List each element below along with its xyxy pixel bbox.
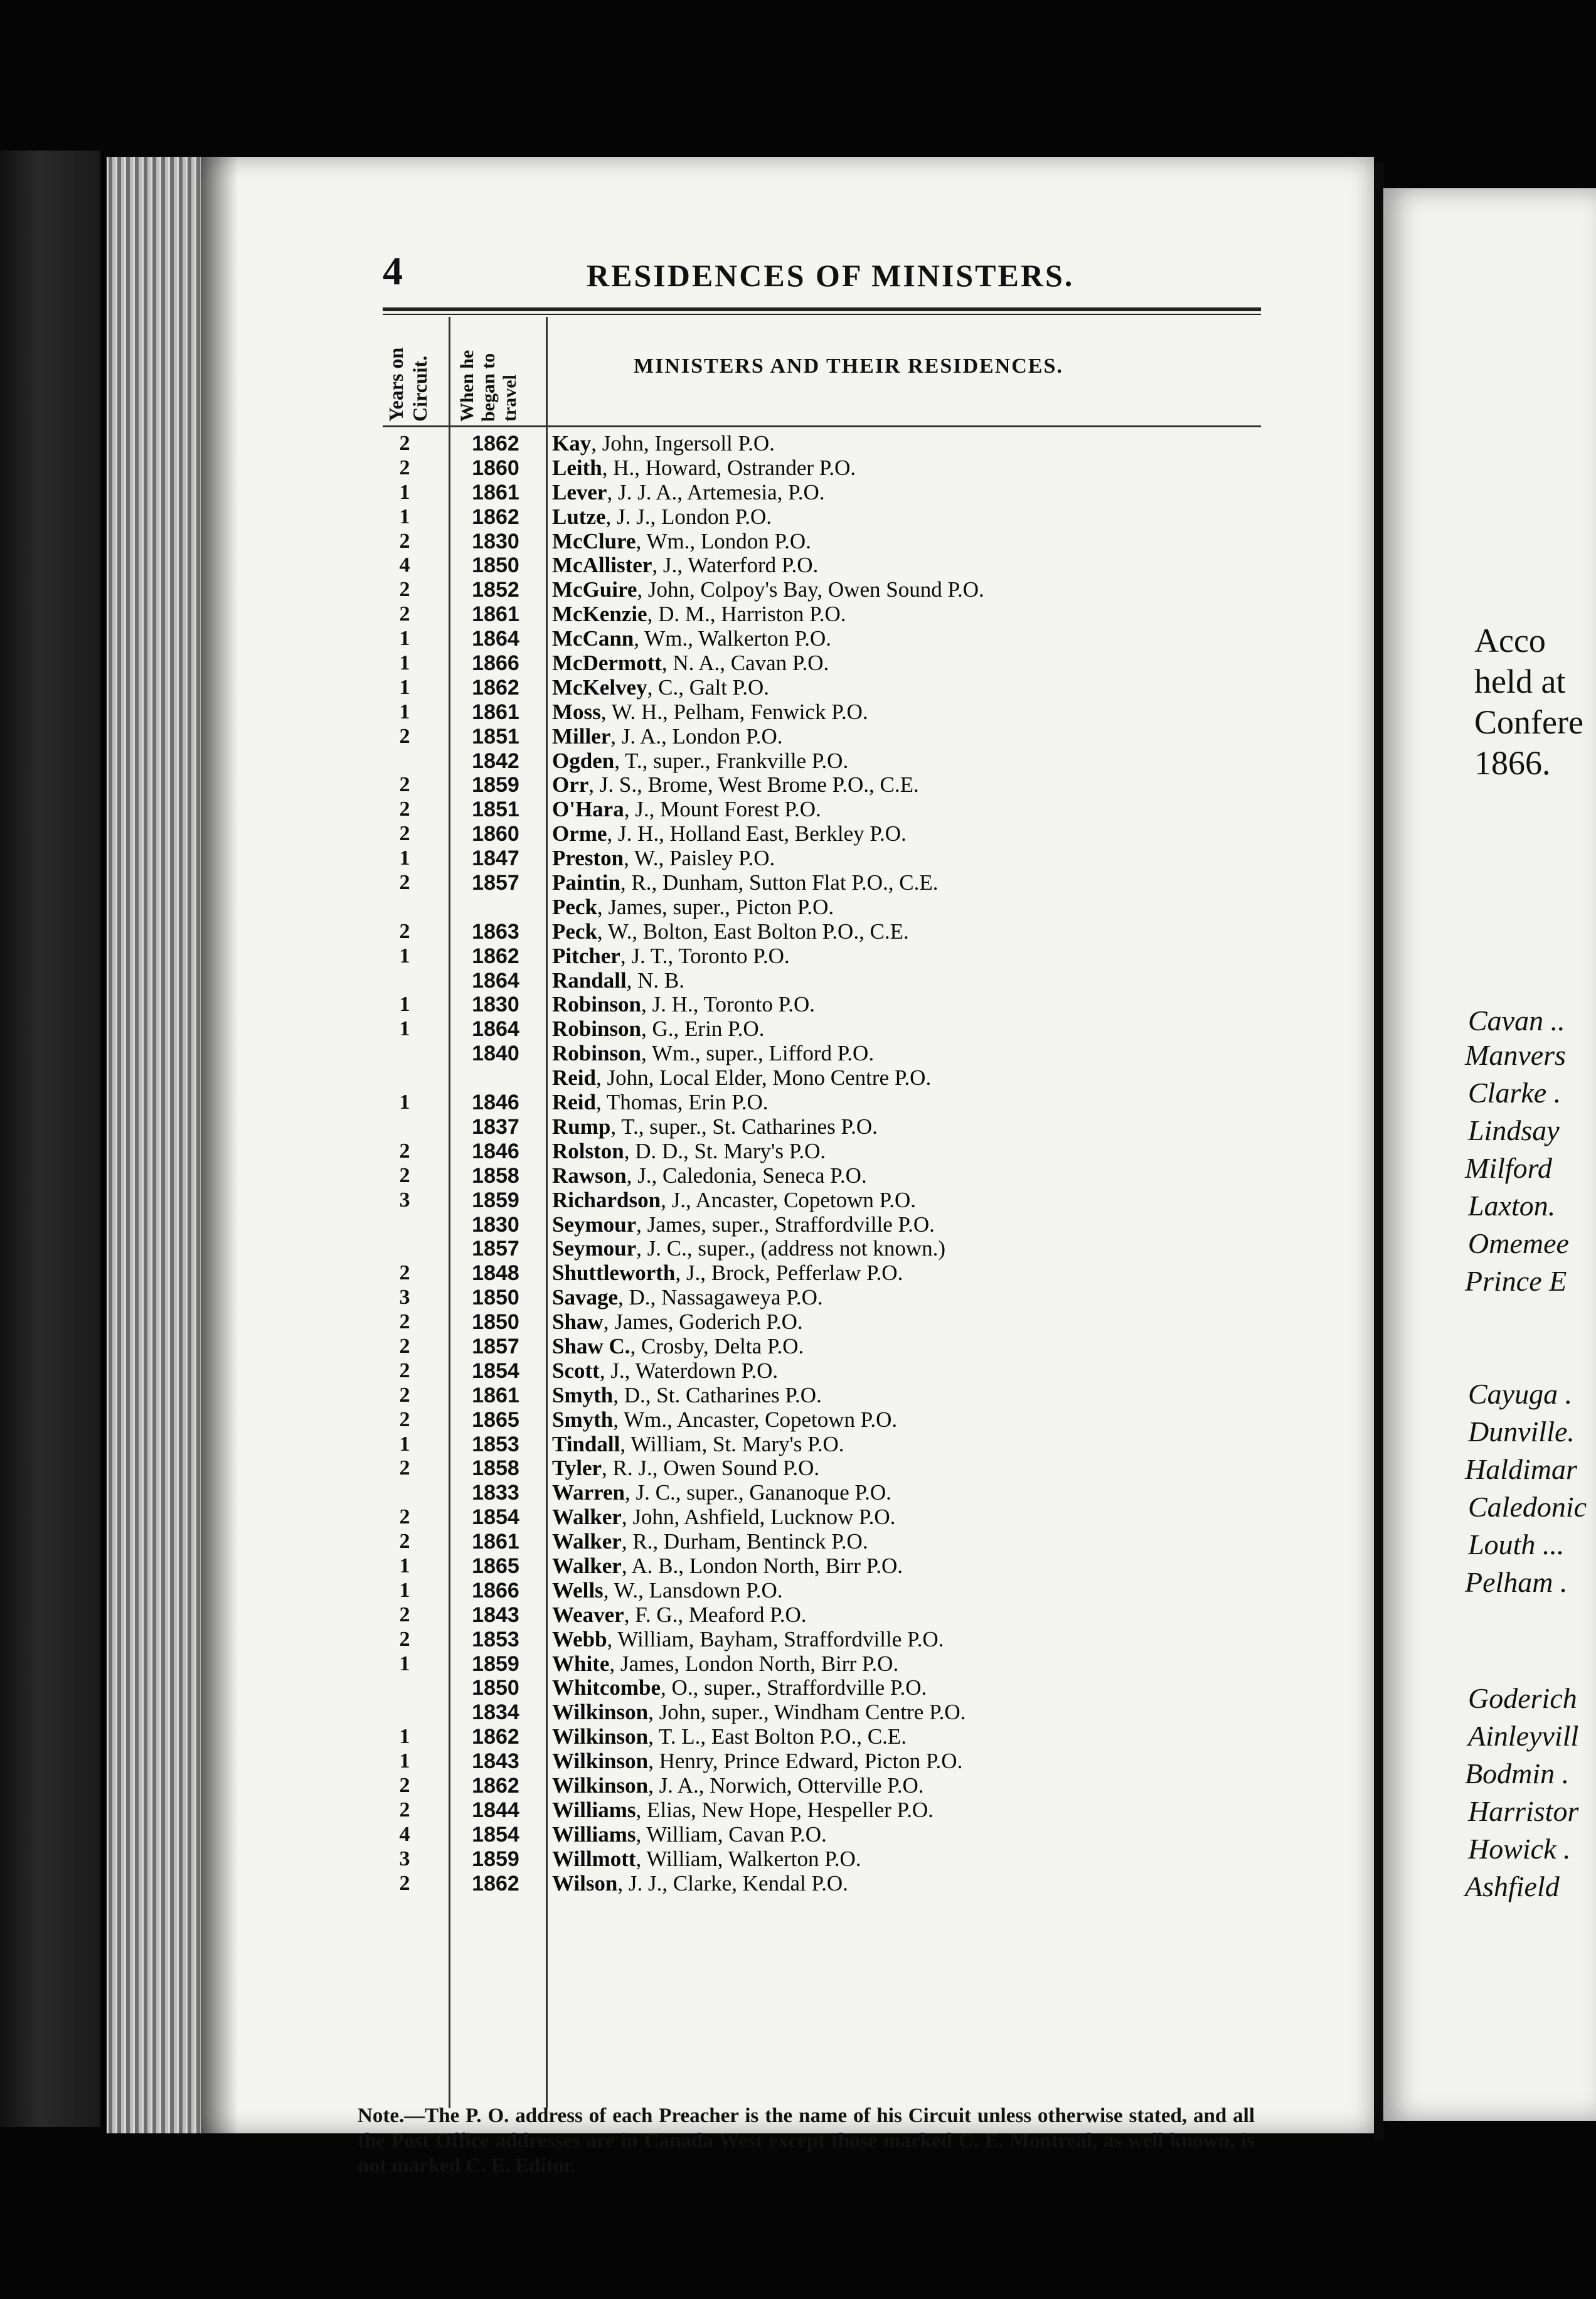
years-on-circuit-header: Years on Circuit. <box>385 347 431 422</box>
table-row <box>383 944 1261 969</box>
began-year-cell: 1854 <box>472 1822 519 1847</box>
minister-residence-cell: Webb, William, Bayham, Straffordville P.O. <box>552 1626 944 1651</box>
years-on-circuit-cell: 4 <box>399 1822 410 1846</box>
table-row <box>383 1213 1261 1237</box>
minister-residence-cell: Richardson, J., Ancaster, Copetown P.O. <box>552 1187 917 1212</box>
minister-residence-cell: Whitcombe, O., super., Straffordville P.O. <box>552 1675 927 1700</box>
began-year-cell: 1864 <box>472 968 519 993</box>
began-year-cell: 1859 <box>472 773 519 797</box>
minister-residence-cell: Reid, Thomas, Erin P.O. <box>552 1090 769 1115</box>
table-row <box>383 822 1261 846</box>
table-row <box>383 1481 1261 1505</box>
ministers-list <box>383 432 1261 1896</box>
began-year-cell: 1862 <box>472 432 519 456</box>
years-on-circuit-cell: 2 <box>399 919 410 943</box>
table-row <box>383 1091 1261 1115</box>
table-row <box>383 1505 1261 1530</box>
right-place-name: Howick . <box>1468 1833 1571 1865</box>
minister-residence-cell: Walker, A. B., London North, Birr P.O. <box>552 1553 903 1578</box>
minister-residence-cell: Robinson, J. H., Toronto P.O. <box>552 992 815 1017</box>
table-row <box>383 627 1261 651</box>
page-shadow <box>201 157 238 2133</box>
ministers-column-header: MINISTERS AND THEIR RESIDENCES. <box>634 355 1063 378</box>
began-year-cell: 1861 <box>472 1383 519 1407</box>
table-row <box>383 1359 1261 1384</box>
table-row <box>383 1066 1261 1091</box>
right-place-name: Cayuga . <box>1468 1378 1573 1410</box>
minister-residence-cell: Walker, John, Ashfield, Lucknow P.O. <box>552 1505 896 1530</box>
minister-residence-cell: Weaver, F. G., Meaford P.O. <box>552 1602 807 1627</box>
minister-residence-cell: Moss, W. H., Pelham, Fenwick P.O. <box>552 699 868 724</box>
years-on-circuit-cell: 2 <box>399 1456 410 1480</box>
minister-residence-cell: Warren, J. C., super., Gananoque P.O. <box>552 1480 891 1505</box>
right-place-name: Ainleyvill <box>1468 1720 1579 1752</box>
minister-residence-cell: McKelvey, C., Galt P.O. <box>552 675 770 700</box>
table-row <box>383 1554 1261 1579</box>
began-year-cell: 1854 <box>472 1358 519 1383</box>
began-year-cell: 1861 <box>472 602 519 627</box>
began-year-cell: 1851 <box>472 724 519 749</box>
years-on-circuit-cell: 1 <box>399 1651 410 1675</box>
began-year-cell: 1843 <box>472 1603 519 1627</box>
began-year-cell: 1843 <box>472 1749 519 1774</box>
table-row <box>383 773 1261 797</box>
minister-residence-cell: Williams, William, Cavan P.O. <box>552 1822 827 1847</box>
began-year-cell: 1853 <box>472 1432 519 1456</box>
minister-residence-cell: Ogden, T., super., Frankville P.O. <box>552 748 849 773</box>
table-row <box>383 456 1261 481</box>
began-year-cell: 1862 <box>472 1871 519 1896</box>
table-row <box>383 1847 1261 1872</box>
table-row <box>383 1310 1261 1335</box>
right-place-name: Milford <box>1465 1152 1552 1184</box>
table-row <box>383 1017 1261 1042</box>
book-gutter <box>1374 163 1384 2140</box>
table-row <box>383 1823 1261 1847</box>
began-year-cell: 1846 <box>472 1139 519 1163</box>
years-on-circuit-cell: 2 <box>399 773 410 797</box>
years-on-circuit-cell: 2 <box>399 1261 410 1285</box>
began-year-cell: 1862 <box>472 944 519 968</box>
table-row <box>383 920 1261 944</box>
years-on-circuit-cell: 1 <box>399 1725 410 1749</box>
years-on-circuit-cell: 1 <box>399 1554 410 1577</box>
began-year-cell: 1864 <box>472 1017 519 1042</box>
years-on-circuit-cell: 2 <box>399 797 410 821</box>
minister-residence-cell: Preston, W., Paisley P.O. <box>552 846 775 871</box>
years-on-circuit-cell: 1 <box>399 846 410 870</box>
right-place-name: Goderich <box>1468 1682 1577 1714</box>
years-on-circuit-cell: 2 <box>399 1310 410 1334</box>
began-year-cell: 1859 <box>472 1847 519 1871</box>
table-row <box>383 700 1261 725</box>
minister-residence-cell: Tindall, William, St. Mary's P.O. <box>552 1431 844 1456</box>
years-on-circuit-cell: 2 <box>399 529 410 553</box>
right-place-name: Laxton. <box>1468 1190 1556 1222</box>
table-row <box>383 1676 1261 1700</box>
right-place-name: Manvers <box>1465 1039 1566 1071</box>
right-place-name: Lindsay <box>1468 1114 1560 1146</box>
years-on-circuit-cell: 2 <box>399 578 410 602</box>
minister-residence-cell: Lutze, J. J., London P.O. <box>552 504 772 529</box>
minister-residence-cell: Miller, J. A., London P.O. <box>552 723 783 749</box>
table-row <box>383 1384 1261 1408</box>
minister-residence-cell: Reid, John, Local Elder, Mono Centre P.O. <box>552 1065 932 1091</box>
years-on-circuit-cell: 2 <box>399 1530 410 1554</box>
years-on-circuit-cell: 1 <box>399 993 410 1016</box>
years-on-circuit-cell: 2 <box>399 1871 410 1895</box>
began-year-cell: 1862 <box>472 504 519 529</box>
minister-residence-cell: Wilkinson, J. A., Norwich, Otterville P.O. <box>552 1773 924 1798</box>
book-binding <box>0 151 100 2127</box>
years-on-circuit-cell: 1 <box>399 480 410 504</box>
minister-residence-cell: Wells, W., Lansdown P.O. <box>552 1577 783 1603</box>
footnote: Note.—The P. O. address of each Preacher is the name of his Circuit unless otherwise stated, and all the Post Office addresses are in Canada West except those marked C. E. Montreal, as well known, is not marked C. E. Editor. <box>358 2104 1255 2177</box>
minister-residence-cell: McCann, Wm., Walkerton P.O. <box>552 626 832 651</box>
minister-residence-cell: Peck, W., Bolton, East Bolton P.O., C.E. <box>552 919 909 944</box>
minister-residence-cell: Savage, D., Nassagaweya P.O. <box>552 1285 823 1310</box>
table-row <box>383 1188 1261 1213</box>
began-year-cell: 1857 <box>472 1237 519 1261</box>
table-row <box>383 1432 1261 1457</box>
table-row <box>383 797 1261 822</box>
began-year-cell: 1862 <box>472 675 519 700</box>
minister-residence-cell: Shaw, James, Goderich P.O. <box>552 1310 803 1335</box>
table-row <box>383 1115 1261 1139</box>
right-place-name: Dunville. <box>1468 1416 1575 1448</box>
minister-residence-cell: Peck, James, super., Picton P.O. <box>552 894 834 919</box>
table-row <box>383 553 1261 578</box>
table-row <box>383 1530 1261 1554</box>
began-year-cell: 1865 <box>472 1554 519 1578</box>
years-on-circuit-cell: 1 <box>399 1749 410 1773</box>
table-row <box>383 651 1261 676</box>
began-year-cell: 1854 <box>472 1505 519 1530</box>
minister-residence-cell: Paintin, R., Dunham, Sutton Flat P.O., C.E. <box>552 870 939 895</box>
years-on-circuit-cell: 2 <box>399 871 410 895</box>
began-year-cell: 1850 <box>472 1676 519 1700</box>
minister-residence-cell: Robinson, G., Erin P.O. <box>552 1016 765 1042</box>
began-year-cell: 1852 <box>472 578 519 602</box>
right-place-name: Ashfield <box>1465 1870 1560 1902</box>
page-number: 4 <box>383 248 403 293</box>
years-on-circuit-cell: 1 <box>399 675 410 699</box>
table-row <box>383 1603 1261 1628</box>
minister-residence-cell: Willmott, William, Walkerton P.O. <box>552 1846 861 1871</box>
began-year-cell: 1844 <box>472 1798 519 1822</box>
began-year-cell: 1850 <box>472 1286 519 1310</box>
minister-residence-cell: Orme, J. H., Holland East, Berkley P.O. <box>552 821 907 846</box>
minister-residence-cell: Shaw C., Crosby, Delta P.O. <box>552 1333 804 1358</box>
right-place-name: Caledonic <box>1468 1491 1587 1523</box>
began-year-cell: 1837 <box>472 1114 519 1139</box>
years-on-circuit-cell: 3 <box>399 1847 410 1870</box>
began-year-cell: 1858 <box>472 1163 519 1188</box>
minister-residence-cell: McClure, Wm., London P.O. <box>552 528 811 553</box>
table-row <box>383 505 1261 530</box>
years-on-circuit-cell: 2 <box>399 1505 410 1529</box>
minister-residence-cell: Scott, J., Waterdown P.O. <box>552 1358 779 1383</box>
began-year-cell: 1848 <box>472 1261 519 1286</box>
table-row <box>383 1286 1261 1310</box>
years-on-circuit-cell: 1 <box>399 504 410 528</box>
right-place-name: Prince E <box>1465 1265 1567 1297</box>
table-row <box>383 749 1261 774</box>
years-on-circuit-cell: 2 <box>399 822 410 846</box>
table-row <box>383 1774 1261 1798</box>
years-on-circuit-cell: 2 <box>399 1163 410 1187</box>
table-row <box>383 895 1261 920</box>
began-year-cell: 1830 <box>472 993 519 1017</box>
minister-residence-cell: Wilkinson, T. L., East Bolton P.O., C.E. <box>552 1724 907 1749</box>
right-intro-line-3: Confere <box>1474 703 1583 741</box>
table-row <box>383 602 1261 627</box>
began-year-cell: 1840 <box>472 1042 519 1066</box>
table-row <box>383 432 1261 456</box>
table-row <box>383 1652 1261 1677</box>
began-year-cell: 1859 <box>472 1188 519 1212</box>
table-row <box>383 1335 1261 1359</box>
years-on-circuit-cell: 2 <box>399 1358 410 1382</box>
minister-residence-cell: Shuttleworth, J., Brock, Pefferlaw P.O. <box>552 1261 903 1286</box>
table-row <box>383 1700 1261 1725</box>
right-place-name: Louth ... <box>1468 1528 1565 1560</box>
began-year-cell: 1866 <box>472 651 519 676</box>
right-intro-line-4: 1866. <box>1474 744 1551 782</box>
table-row <box>383 1164 1261 1188</box>
years-on-circuit-cell: 2 <box>399 1407 410 1431</box>
minister-residence-cell: Lever, J. J. A., Artemesia, P.O. <box>552 479 825 504</box>
minister-residence-cell: Rawson, J., Caledonia, Seneca P.O. <box>552 1163 867 1188</box>
years-on-circuit-cell: 2 <box>399 602 410 626</box>
when-began-header: When he began to travel <box>457 349 520 422</box>
table-row <box>383 1456 1261 1481</box>
minister-residence-cell: McGuire, John, Colpoy's Bay, Owen Sound P.O. <box>552 577 984 602</box>
right-place-name: Harristor <box>1468 1795 1579 1827</box>
minister-residence-cell: Wilson, J. J., Clarke, Kendal P.O. <box>552 1870 848 1896</box>
years-on-circuit-cell: 3 <box>399 1188 410 1212</box>
began-year-cell: 1865 <box>472 1407 519 1432</box>
began-year-cell: 1860 <box>472 822 519 846</box>
right-place-name: Pelham . <box>1465 1566 1568 1598</box>
minister-residence-cell: Seymour, James, super., Straffordville P.O. <box>552 1212 935 1237</box>
table-row <box>383 1628 1261 1652</box>
began-year-cell: 1847 <box>472 846 519 871</box>
years-on-circuit-cell: 2 <box>399 1334 410 1358</box>
years-on-circuit-cell: 4 <box>399 553 410 577</box>
table-row <box>383 725 1261 749</box>
began-year-cell: 1862 <box>472 1725 519 1749</box>
began-year-cell: 1857 <box>472 871 519 895</box>
page-edges <box>107 157 207 2133</box>
table-row <box>383 1725 1261 1749</box>
years-on-circuit-cell: 1 <box>399 700 410 723</box>
minister-residence-cell: Randall, N. B. <box>552 968 685 993</box>
began-year-cell: 1857 <box>472 1334 519 1358</box>
table-row <box>383 1408 1261 1432</box>
right-place-name: Haldimar <box>1465 1453 1577 1485</box>
began-year-cell: 1842 <box>472 749 519 773</box>
minister-residence-cell: Williams, Elias, New Hope, Hespeller P.O. <box>552 1797 934 1822</box>
table-row <box>383 1139 1261 1164</box>
minister-residence-cell: Wilkinson, John, super., Windham Centre P.O. <box>552 1700 966 1725</box>
minister-residence-cell: Smyth, Wm., Ancaster, Copetown P.O. <box>552 1407 898 1432</box>
years-on-circuit-cell: 2 <box>399 1139 410 1163</box>
minister-residence-cell: Smyth, D., St. Catharines P.O. <box>552 1382 822 1407</box>
years-on-circuit-cell: 1 <box>399 944 410 968</box>
began-year-cell: 1858 <box>472 1456 519 1481</box>
minister-residence-cell: Pitcher, J. T., Toronto P.O. <box>552 943 790 968</box>
minister-residence-cell: Kay, John, Ingersoll P.O. <box>552 431 775 456</box>
began-year-cell: 1861 <box>472 1530 519 1554</box>
began-year-cell: 1863 <box>472 919 519 944</box>
began-year-cell: 1846 <box>472 1091 519 1115</box>
began-year-cell: 1853 <box>472 1627 519 1651</box>
column-header-rule <box>383 425 1261 427</box>
table-row <box>383 1749 1261 1774</box>
years-on-circuit-cell: 2 <box>399 432 410 455</box>
began-year-cell: 1850 <box>472 1310 519 1335</box>
began-year-cell: 1866 <box>472 1578 519 1603</box>
right-intro-line-2: held at <box>1474 663 1566 700</box>
began-year-cell: 1861 <box>472 480 519 504</box>
years-on-circuit-cell: 2 <box>399 724 410 748</box>
minister-residence-cell: O'Hara, J., Mount Forest P.O. <box>552 797 821 822</box>
years-on-circuit-cell: 1 <box>399 1091 410 1114</box>
right-place-name: Clarke . <box>1468 1077 1561 1109</box>
years-on-circuit-cell: 2 <box>399 1798 410 1822</box>
years-on-circuit-cell: 1 <box>399 627 410 651</box>
began-year-cell: 1864 <box>472 627 519 651</box>
table-row <box>383 1237 1261 1261</box>
minister-residence-cell: Robinson, Wm., super., Lifford P.O. <box>552 1041 875 1066</box>
minister-residence-cell: Rolston, D. D., St. Mary's P.O. <box>552 1138 826 1163</box>
began-year-cell: 1861 <box>472 700 519 724</box>
began-year-cell: 1851 <box>472 797 519 822</box>
years-on-circuit-cell: 2 <box>399 456 410 479</box>
table-row <box>383 871 1261 895</box>
minister-residence-cell: McAllister, J., Waterford P.O. <box>552 553 819 578</box>
table-row <box>383 1872 1261 1896</box>
minister-residence-cell: McDermott, N. A., Cavan P.O. <box>552 651 829 676</box>
table-row <box>383 1798 1261 1823</box>
table-row <box>383 1042 1261 1066</box>
right-intro-line-1: Acco <box>1474 622 1546 659</box>
table-row <box>383 1261 1261 1286</box>
began-year-cell: 1862 <box>472 1773 519 1798</box>
began-year-cell: 1850 <box>472 553 519 578</box>
right-place-name: Bodmin . <box>1465 1758 1570 1790</box>
began-year-cell: 1830 <box>472 529 519 553</box>
years-on-circuit-cell: 1 <box>399 1017 410 1041</box>
table-row <box>383 578 1261 602</box>
years-on-circuit-cell: 2 <box>399 1773 410 1797</box>
years-on-circuit-cell: 1 <box>399 651 410 675</box>
years-on-circuit-cell: 3 <box>399 1286 410 1310</box>
minister-residence-cell: Walker, R., Durham, Bentinck P.O. <box>552 1529 868 1554</box>
minister-residence-cell: Wilkinson, Henry, Prince Edward, Picton P.O. <box>552 1749 963 1774</box>
table-row <box>383 993 1261 1017</box>
minister-residence-cell: White, James, London North, Birr P.O. <box>552 1651 899 1676</box>
minister-residence-cell: McKenzie, D. M., Harriston P.O. <box>552 602 846 627</box>
began-year-cell: 1860 <box>472 456 519 480</box>
table-row <box>383 969 1261 993</box>
years-on-circuit-cell: 1 <box>399 1578 410 1602</box>
right-place-name: Omemee <box>1468 1227 1569 1259</box>
years-on-circuit-cell: 2 <box>399 1627 410 1651</box>
right-place-name: Cavan .. <box>1468 1005 1565 1037</box>
years-on-circuit-cell: 1 <box>399 1432 410 1456</box>
table-row <box>383 676 1261 700</box>
began-year-cell: 1834 <box>472 1700 519 1725</box>
years-on-circuit-cell: 2 <box>399 1383 410 1407</box>
header-rule-thick <box>383 307 1261 311</box>
table-row <box>383 530 1261 554</box>
years-on-circuit-cell: 2 <box>399 1603 410 1626</box>
table-row <box>383 481 1261 505</box>
minister-residence-cell: Leith, H., Howard, Ostrander P.O. <box>552 455 856 480</box>
table-row <box>383 846 1261 871</box>
minister-residence-cell: Orr, J. S., Brome, West Brome P.O., C.E. <box>552 772 919 797</box>
began-year-cell: 1859 <box>472 1651 519 1676</box>
minister-residence-cell: Seymour, J. C., super., (address not known.) <box>552 1236 946 1261</box>
running-head: RESIDENCES OF MINISTERS. <box>587 258 1075 293</box>
began-year-cell: 1830 <box>472 1212 519 1237</box>
table-row <box>383 1579 1261 1603</box>
minister-residence-cell: Tyler, R. J., Owen Sound P.O. <box>552 1456 820 1481</box>
began-year-cell: 1833 <box>472 1481 519 1505</box>
minister-residence-cell: Rump, T., super., St. Catharines P.O. <box>552 1114 878 1139</box>
